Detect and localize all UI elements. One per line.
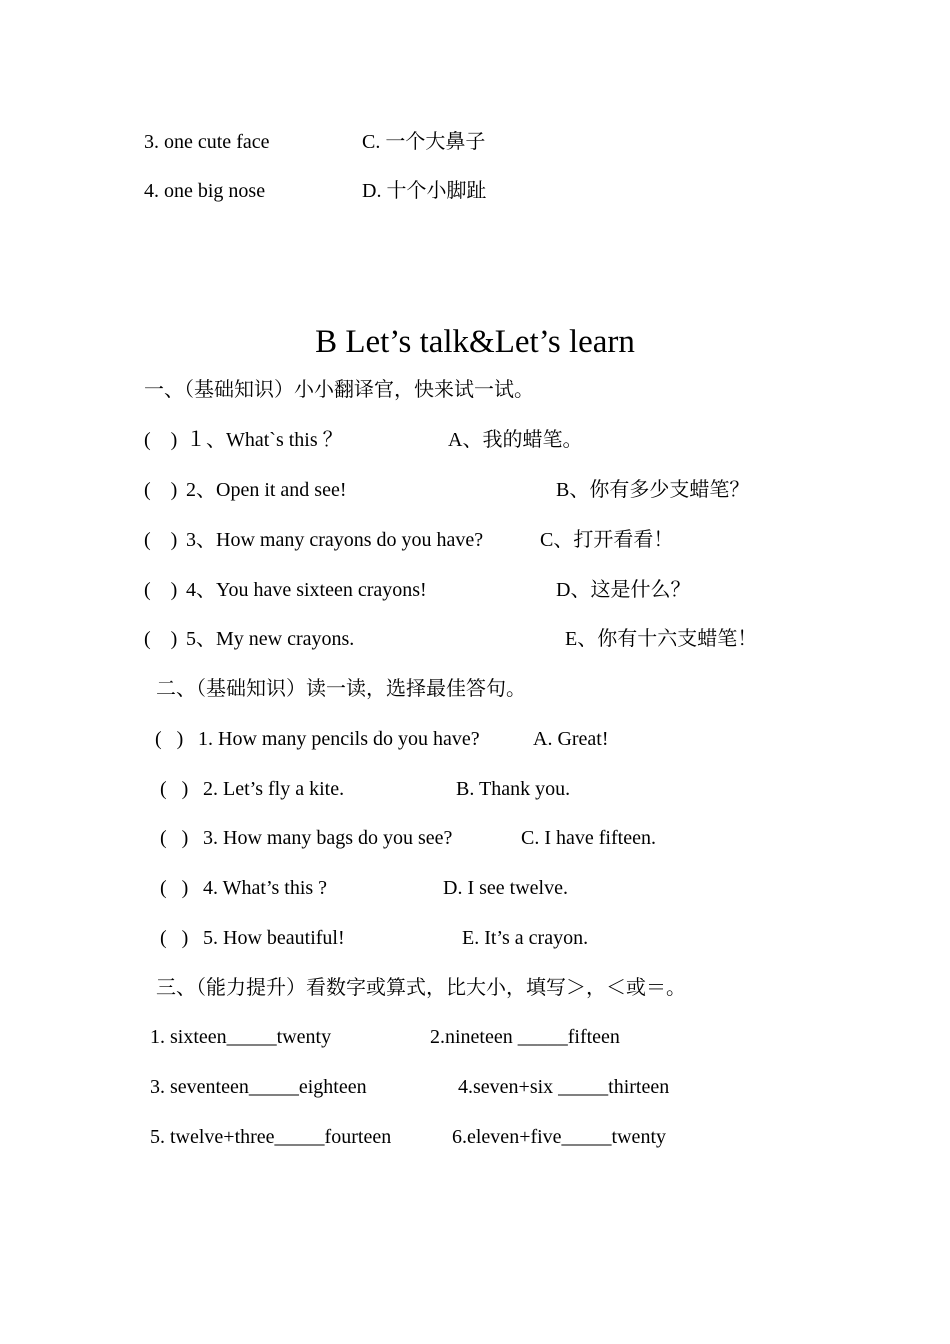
part2-item-1-bracket[interactable]: ( ): [155, 728, 184, 750]
part1-item-4-bracket[interactable]: ( ): [144, 579, 178, 601]
part1-item-5-bracket[interactable]: ( ): [144, 628, 178, 650]
part2-item-5-answer: E. It’s a crayon.: [462, 927, 589, 949]
part2-item-5-bracket[interactable]: ( ): [160, 927, 189, 949]
part3-item-6: 6.eleven+five_____twenty: [452, 1126, 666, 1148]
part1-item-2-question: 2、Open it and see!: [186, 479, 347, 501]
part1-item-5-answer: E、你有十六支蜡笔！: [565, 628, 758, 650]
part1-item-1-question: １、What`s this ？: [186, 429, 343, 451]
section-title: B Let’s talk&Let’s learn: [315, 324, 635, 360]
part2-item-1-question: 1. How many pencils do you have?: [198, 728, 480, 750]
part2-item-4-bracket[interactable]: ( ): [160, 877, 189, 899]
part3-item-4: 4.seven+six _____thirteen: [458, 1076, 670, 1098]
top-item-3-left: 3. one cute face: [144, 131, 270, 153]
part1-item-5-question: 5、My new crayons.: [186, 628, 355, 650]
part1-heading: 一、（基础知识）小小翻译官，快来试一试。: [144, 379, 534, 401]
part1-item-3-question: 3、How many crayons do you have?: [186, 529, 484, 551]
part2-item-4-question: 4. What’s this ?: [203, 877, 328, 899]
part1-item-4-answer: D、这是什么？: [556, 579, 691, 601]
part3-item-2: 2.nineteen _____fifteen: [430, 1026, 620, 1048]
part3-item-1: 1. sixteen_____twenty: [150, 1026, 332, 1048]
part2-item-4-answer: D. I see twelve.: [443, 877, 568, 899]
part3-item-3: 3. seventeen_____eighteen: [150, 1076, 367, 1098]
top-item-4-right: D. 十个小脚趾: [362, 180, 487, 202]
part1-item-3-bracket[interactable]: ( ): [144, 529, 178, 551]
part1-item-1-answer: A、我的蜡笔。: [448, 429, 583, 451]
part2-item-3-question: 3. How many bags do you see?: [203, 827, 453, 849]
part2-heading: 二、（基础知识）读一读，选择最佳答句。: [156, 678, 526, 700]
part1-item-1-bracket[interactable]: ( ): [144, 429, 178, 451]
part2-item-5-question: 5. How beautiful!: [203, 927, 345, 949]
part2-item-2-question: 2. Let’s fly a kite.: [203, 778, 345, 800]
part2-item-1-answer: A. Great!: [533, 728, 609, 750]
part3-item-5: 5. twelve+three_____fourteen: [150, 1126, 392, 1148]
part2-item-3-answer: C. I have fifteen.: [521, 827, 656, 849]
top-item-3-right: C. 一个大鼻子: [362, 131, 486, 153]
part2-item-2-answer: B. Thank you.: [456, 778, 571, 800]
part1-item-3-answer: C、打开看看！: [540, 529, 674, 551]
part1-item-2-bracket[interactable]: ( ): [144, 479, 178, 501]
part3-heading: 三、（能力提升）看数字或算式，比大小，填写＞，＜或＝。: [156, 977, 686, 999]
top-item-4-left: 4. one big nose: [144, 180, 266, 202]
part1-item-2-answer: B、你有多少支蜡笔？: [556, 479, 750, 501]
part2-item-2-bracket[interactable]: ( ): [160, 778, 189, 800]
part1-item-4-question: 4、You have sixteen crayons!: [186, 579, 427, 601]
part2-item-3-bracket[interactable]: ( ): [160, 827, 189, 849]
